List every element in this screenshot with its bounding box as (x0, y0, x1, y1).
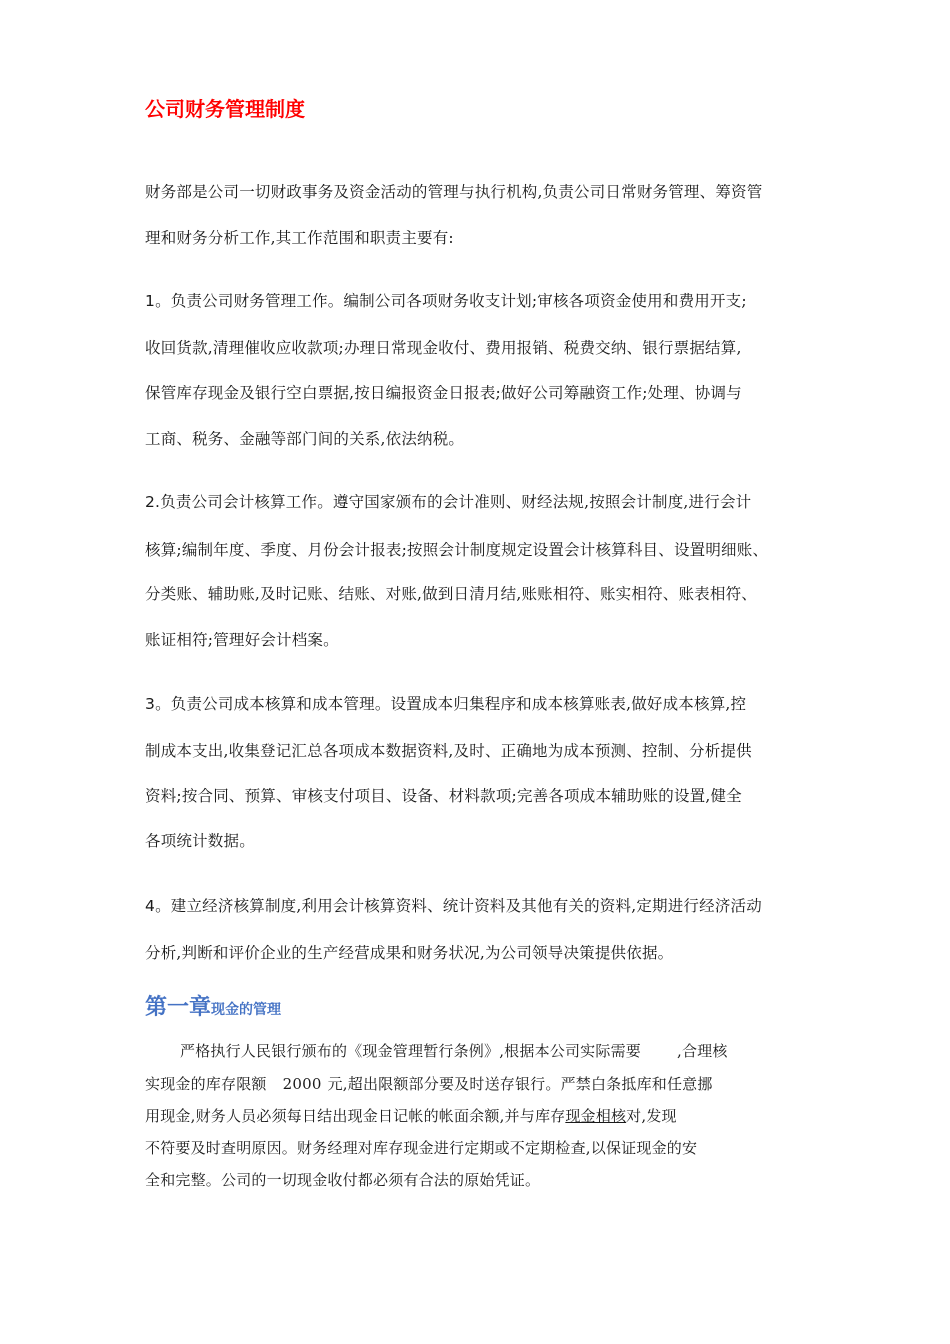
underlined-text: 现金相核 (565, 1107, 627, 1125)
item2-line-1 (145, 490, 751, 512)
item2-line-4: 账证相符;管理好会计档案。 (145, 631, 339, 649)
item3-line-4: 各项统计数据。 (145, 832, 255, 850)
chapter1-line-3 (145, 1105, 677, 1126)
chapter1-line-2 (145, 1073, 713, 1094)
item2-line-2: 核算;编制年度、季度、月份会计报表;按照会计制度规定设置会计核算科目、设置明细账、 (145, 541, 769, 559)
item3-line-3: 资料;按合同、预算、审核支付项目、设备、材料款项;完善各项成本辅助账的设置,健全 (145, 787, 742, 805)
item1-line-3: 保管库存现金及银行空白票据,按日编报资金日报表;做好公司筹融资工作;处理、协调与 (145, 384, 742, 402)
cash-limit-amount: 2000 (282, 1075, 322, 1093)
chapter-title: 现金的管理 (211, 1002, 282, 1018)
item3-line-2: 制成本支出,收集登记汇总各项成本数据资料,及时、正确地为成本预测、控制、分析提供 (145, 742, 752, 760)
item1-line-1 (145, 289, 747, 311)
item4-line-1 (145, 894, 762, 916)
chapter-heading (145, 990, 281, 1021)
chapter1-text-2b: 元,超出限额部分要及时送存银行。严禁白条抵库和任意挪 (327, 1075, 713, 1093)
item4-number: 4 (145, 897, 156, 915)
item4-line-2: 分析,判断和评价企业的生产经营成果和财务状况,为公司领导决策提供依据。 (145, 944, 674, 962)
intro-line-1: 财务部是公司一切财政事务及资金活动的管理与执行机构,负责公司日常财务管理、筹资管 (145, 183, 763, 201)
chapter-number: 第一章 (145, 995, 212, 1020)
item4-text: 。建立经济核算制度,利用会计核算资料、统计资料及其他有关的资料,定期进行经济活动 (155, 897, 762, 915)
document-title: 公司财务管理制度 (145, 97, 305, 121)
chapter1-text-3b: 对,发现 (626, 1107, 677, 1125)
item3-text: 。负责公司成本核算和成本管理。设置成本归集程序和成本核算账表,做好成本核算,控 (155, 695, 747, 713)
chapter1-line-5: 全和完整。公司的一切现金收付都必须有合法的原始凭证。 (145, 1171, 541, 1189)
item3-line-1 (145, 692, 746, 714)
item1-line-4: 工商、税务、金融等部门间的关系,依法纳税。 (145, 430, 465, 448)
chapter1-line-1 (180, 1040, 728, 1061)
item2-line-3: 分类账、辅助账,及时记账、结账、对账,做到日清月结,账账相符、账实相符、账表相符、 (145, 585, 757, 603)
chapter1-line-4: 不符要及时查明原因。财务经理对库存现金进行定期或不定期检查,以保证现金的安 (145, 1139, 698, 1157)
item2-text: 负责公司会计核算工作。遵守国家颁布的会计准则、财经法规,按照会计制度,进行会计 (160, 493, 752, 511)
chapter1-text-2a: 实现金的库存限额 (145, 1075, 267, 1093)
chapter1-text-1a: 严格执行人民银行颁布的《现金管理暂行条例》,根据本公司实际需要 (180, 1042, 641, 1060)
item1-line-2: 收回货款,清理催收应收款项;办理日常现金收付、费用报销、税费交纳、银行票据结算, (145, 339, 742, 357)
item3-number: 3 (145, 695, 156, 713)
item2-number: 2. (145, 493, 161, 511)
intro-line-2: 理和财务分析工作,其工作范围和职责主要有: (145, 229, 454, 247)
chapter1-text-3a: 用现金,财务人员必须每日结出现金日记帐的帐面余额,并与库存 (145, 1107, 566, 1125)
chapter1-text-1b: ,合理核 (676, 1042, 728, 1060)
item1-text: 。负责公司财务管理工作。编制公司各项财务收支计划;审核各项资金使用和费用开支; (155, 292, 747, 310)
item1-number: 1 (145, 292, 156, 310)
